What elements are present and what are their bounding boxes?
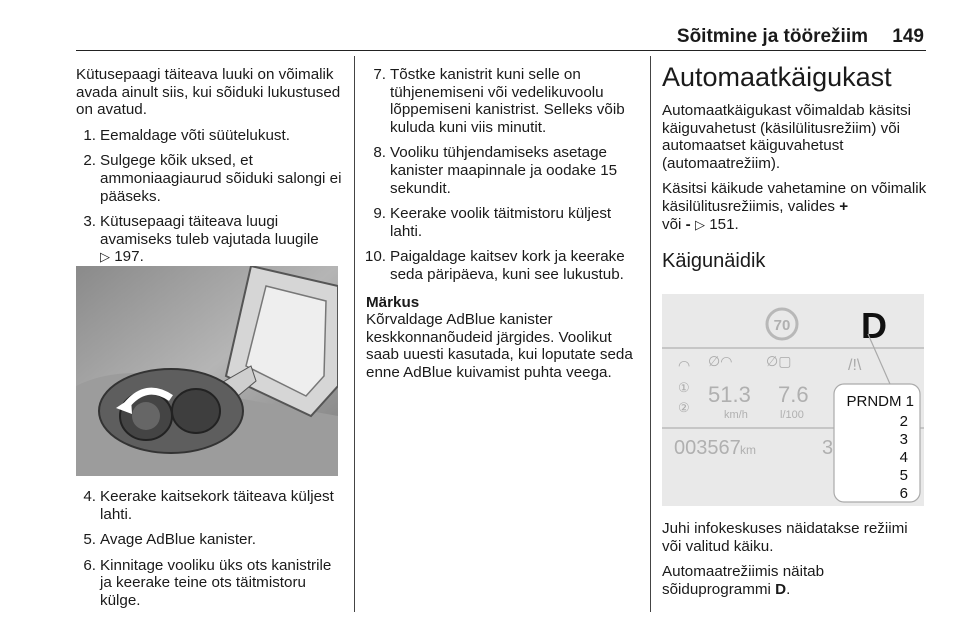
gear-option: 5 <box>899 467 908 484</box>
column-divider-1 <box>354 56 355 612</box>
steps-list-2 <box>76 488 342 610</box>
list-item: 5. Avage AdBlue kanister. <box>83 531 256 549</box>
status-icon: ◠ <box>678 357 691 373</box>
speed-limit-value: 70 <box>773 317 791 334</box>
fuel-off-icon: ∅▢ <box>766 353 792 369</box>
steps-list-1 <box>76 127 342 266</box>
consumption-value: 7.6 <box>778 382 809 407</box>
trip-value: 3 <box>822 437 834 459</box>
gear-option: 6 <box>899 485 908 502</box>
heading-gear-indicator: Käigunäidik <box>662 250 766 273</box>
odometer-value: 003567 <box>674 437 741 459</box>
intro-paragraph: Kütusepaagi täiteava luuki on võimalik avada ainult siis, kui sõiduki lukustused on avatud. <box>76 66 341 119</box>
page-header <box>76 26 926 50</box>
gear-callout-header: PRNDM 1 <box>846 393 914 410</box>
column-1-lower <box>76 488 342 618</box>
list-item: 3. Kütusepaagi täiteava luugi avamiseks tuleb vajutada luugile ▷ 197. <box>83 213 319 266</box>
consumption-unit: l/100 <box>780 409 804 421</box>
list-item: 10. Paigaldage kaitsev kork ja keerake seda päripäeva, kuni see lukustub. <box>364 248 625 283</box>
trip-1-icon: ① <box>678 380 690 395</box>
note-text: Kõrvaldage AdBlue kanister keskkonnanõudeid järgides. Voolikut saab uuesti kasutada, kui loputate seda enne AdBlue kuivamist puhta veega. <box>366 311 633 381</box>
list-item: 1. Eemaldage võti süütelukust. <box>83 126 290 144</box>
heading-automatic-transmission: Automaatkäigukast <box>662 62 892 92</box>
speed-unit: km/h <box>724 409 748 421</box>
speed-value: 51.3 <box>708 382 751 407</box>
column-3 <box>662 62 930 283</box>
section-title: Sõitmine ja töörežiim <box>676 26 868 47</box>
list-item: 9. Keerake voolik täitmistoru küljest lahti. <box>373 205 612 240</box>
column-1 <box>76 66 342 274</box>
paragraph: Käsitsi käikude vahetamine on võimalik käsilülitusrežiimis, valides + või - ▷ 151. <box>662 180 927 233</box>
odometer-unit: km <box>740 443 756 457</box>
column-2 <box>366 66 638 390</box>
page-reference[interactable]: 151. <box>709 215 739 233</box>
paragraph: Automaatrežiimis näitab sõiduprogrammi D. <box>662 563 825 598</box>
note-title: Märkus <box>366 293 420 311</box>
steps-list-3 <box>366 66 638 284</box>
paragraph: Juhi infokeskuses näidatakse režiimi või valitud käiku. <box>662 520 908 555</box>
page-number: 149 <box>892 26 924 47</box>
xref-arrow-icon: ▷ <box>694 216 705 232</box>
list-item: 2. Sulgege kõik uksed, et ammoniaagiaurud sõiduki salongi ei pääseks. <box>83 152 342 205</box>
trip-2-icon: ② <box>678 400 690 415</box>
gear-display-value: D <box>861 305 887 346</box>
list-item: 4. Keerake kaitsekork täiteava küljest lahti. <box>83 488 334 523</box>
list-item: 7. Tõstke kanistrit kuni selle on tühjenemiseni või vedelikuvoolu lõppemiseni kanistrist. Selleks võib kuluda kuni viis minutit. <box>373 66 625 136</box>
gear-option: 2 <box>899 413 908 430</box>
cruise-off-icon: ∅◠ <box>708 353 733 369</box>
adblue-filler-illustration <box>76 266 338 476</box>
gear-option: 4 <box>899 449 908 466</box>
list-item: 6. Kinnitage vooliku üks ots kanistrile ja keerake teine ots täitmistoru külge. <box>83 556 332 609</box>
column-divider-2 <box>650 56 651 612</box>
page-reference[interactable]: 197. <box>114 248 144 266</box>
gear-indicator-illustration <box>662 294 924 506</box>
list-item: 8. Vooliku tühjendamiseks asetage kanister maapinnale ja oodake 15 sekundit. <box>373 144 618 197</box>
header-rule <box>76 50 926 51</box>
column-3-lower <box>662 520 930 606</box>
paragraph: Automaatkäigukast võimaldab käsitsi käiguvahetust (käsilülitusrežiim) või automaatset käiguvahetust (automaatrežiim). <box>662 102 912 172</box>
gear-option: 3 <box>899 431 908 448</box>
warning-icon: /!\ <box>848 357 862 374</box>
xref-arrow-icon: ▷ <box>100 249 110 265</box>
